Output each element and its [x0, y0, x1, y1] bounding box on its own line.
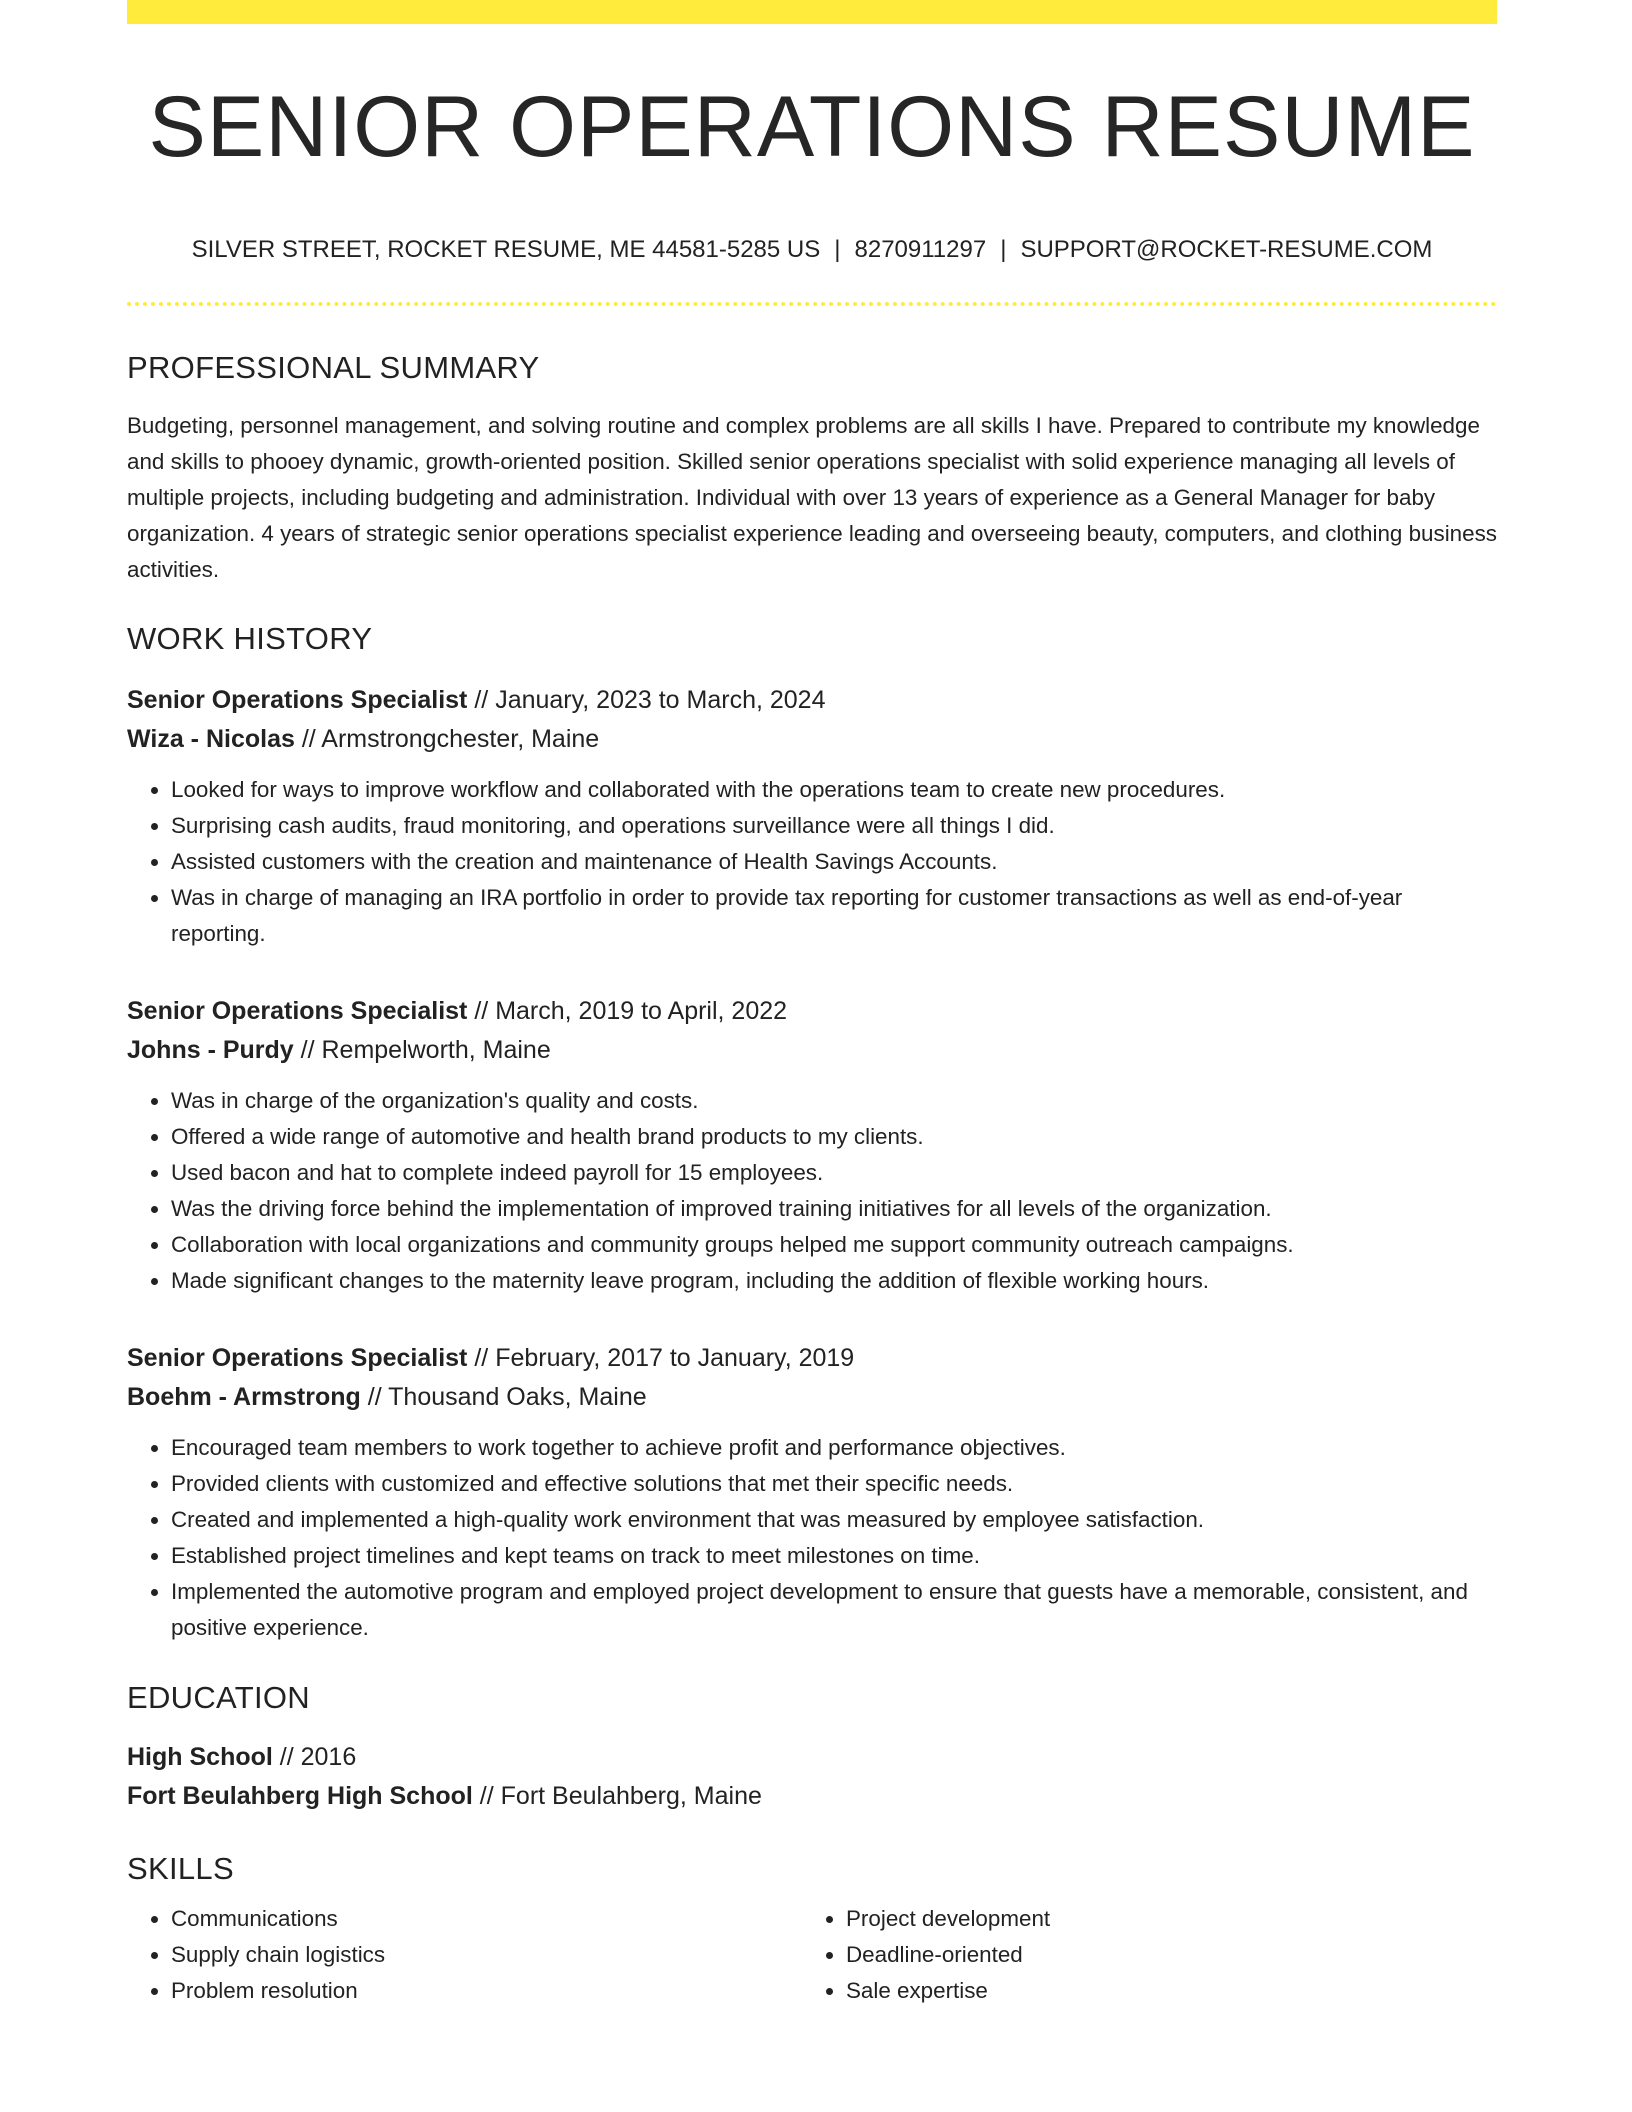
work-history-heading: WORK HISTORY — [127, 621, 373, 656]
top-accent-bar — [127, 0, 1497, 24]
line-separator: // — [467, 1344, 496, 1372]
contact-phone: 8270911297 — [854, 236, 987, 263]
job-title-line — [127, 992, 1497, 1031]
skills-column-left — [127, 1901, 802, 2009]
job-bullet: • Made significant changes to the maternity leave program, including the addition of flexible working hours. — [171, 1263, 1497, 1299]
job-company-line — [127, 1378, 1497, 1417]
skill-item: • Project development — [846, 1901, 1477, 1937]
job-location: Rempelworth, Maine — [321, 1036, 551, 1064]
job-bullet: • Established project timelines and kept teams on track to meet milestones on time. — [171, 1538, 1497, 1574]
education-heading: EDUCATION — [127, 1680, 310, 1715]
line-separator: // — [467, 686, 496, 714]
resume-page — [127, 0, 1497, 2009]
skills-list — [127, 1901, 1497, 2009]
job-bullet: • Surprising cash audits, fraud monitoring, and operations surveillance were all things I did. — [171, 808, 1497, 844]
job-bullet: • Encouraged team members to work together to achieve profit and performance objectives. — [171, 1430, 1497, 1466]
job-dates: January, 2023 to March, 2024 — [495, 686, 826, 714]
work-history-list — [127, 681, 1497, 1646]
job-entry — [127, 992, 1497, 1299]
line-separator: // — [360, 1383, 389, 1411]
job-bullet: • Collaboration with local organizations and community groups helped me support community outreach campaigns. — [171, 1227, 1497, 1263]
job-bullets — [127, 772, 1497, 952]
job-bullet: • Looked for ways to improve workflow and collaborated with the operations team to create new procedures. — [171, 772, 1497, 808]
job-bullet: • Was in charge of managing an IRA portfolio in order to provide tax reporting for customer transactions as well as end-of-year reporting. — [171, 880, 1497, 952]
skills-heading: SKILLS — [127, 1851, 234, 1886]
contact-email: SUPPORT@ROCKET-RESUME.COM — [1020, 236, 1433, 263]
contact-separator: | — [1000, 236, 1007, 263]
line-separator: // — [293, 1036, 322, 1064]
education-school: Fort Beulahberg High School — [127, 1782, 473, 1810]
education-degree-line — [127, 1738, 1497, 1777]
job-company-line — [127, 720, 1497, 759]
job-bullet: • Created and implemented a high-quality work environment that was measured by employee satisfaction. — [171, 1502, 1497, 1538]
resume-title: SENIOR OPERATIONS RESUME — [148, 79, 1476, 175]
job-bullet: • Offered a wide range of automotive and health brand products to my clients. — [171, 1119, 1497, 1155]
job-company: Boehm - Armstrong — [127, 1383, 361, 1411]
job-entry — [127, 1339, 1497, 1646]
job-bullet: • Implemented the automotive program and employed project development to ensure that guests have a memorable, consistent, and positive experience. — [171, 1574, 1497, 1646]
contact-address: SILVER STREET, ROCKET RESUME, ME 44581-5285 US — [191, 236, 821, 263]
education-school-line — [127, 1777, 1497, 1816]
skill-item: • Problem resolution — [171, 1973, 802, 2009]
summary-text: Budgeting, personnel management, and solving routine and complex problems are all skills I have. Prepared to contribute my knowledge and skills to phooey dynamic, growth-oriented position. Skilled senior operations specialist with solid experience managing all levels of multiple projects, including budgeting and administration. Individual with over 13 years of experience as a General Manager for baby organization. 4 years of strategic senior operations specialist experience leading and overseeing beauty, computers, and clothing business activities. — [127, 413, 1497, 582]
skill-item: • Deadline-oriented — [846, 1937, 1477, 1973]
job-location: Thousand Oaks, Maine — [388, 1383, 647, 1411]
job-bullet: • Was in charge of the organization's quality and costs. — [171, 1083, 1497, 1119]
job-company: Wiza - Nicolas — [127, 725, 295, 753]
skill-item: • Communications — [171, 1901, 802, 1937]
skill-item: • Sale expertise — [846, 1973, 1477, 2009]
skill-item: • Supply chain logistics — [171, 1937, 802, 1973]
line-separator: // — [272, 1743, 301, 1771]
job-entry — [127, 681, 1497, 952]
job-title-line — [127, 1339, 1497, 1378]
job-title-line — [127, 681, 1497, 720]
dotted-divider — [127, 302, 1497, 306]
contact-line — [127, 236, 1497, 264]
job-dates: February, 2017 to January, 2019 — [495, 1344, 855, 1372]
job-bullet: • Assisted customers with the creation and maintenance of Health Savings Accounts. — [171, 844, 1497, 880]
job-bullet: • Used bacon and hat to complete indeed payroll for 15 employees. — [171, 1155, 1497, 1191]
job-title: Senior Operations Specialist — [127, 686, 468, 714]
contact-separator: | — [834, 236, 841, 263]
line-separator: // — [467, 997, 496, 1025]
job-title: Senior Operations Specialist — [127, 997, 468, 1025]
line-separator: // — [294, 725, 322, 753]
job-dates: March, 2019 to April, 2022 — [495, 997, 788, 1025]
education-degree: High School — [127, 1743, 273, 1771]
summary-heading: PROFESSIONAL SUMMARY — [127, 350, 540, 385]
job-company-line — [127, 1031, 1497, 1070]
skills-column-right — [802, 1901, 1477, 2009]
job-title: Senior Operations Specialist — [127, 1344, 468, 1372]
job-company: Johns - Purdy — [127, 1036, 294, 1064]
job-bullets — [127, 1430, 1497, 1646]
job-bullets — [127, 1083, 1497, 1299]
job-bullet: • Was the driving force behind the implementation of improved training initiatives for all levels of the organization. — [171, 1191, 1497, 1227]
education-location: Fort Beulahberg, Maine — [500, 1782, 762, 1810]
education-year: 2016 — [300, 1743, 357, 1771]
job-bullet: • Provided clients with customized and effective solutions that met their specific needs. — [171, 1466, 1497, 1502]
line-separator: // — [472, 1782, 501, 1810]
education-entry — [127, 1738, 1497, 1816]
job-location: Armstrongchester, Maine — [321, 725, 600, 753]
